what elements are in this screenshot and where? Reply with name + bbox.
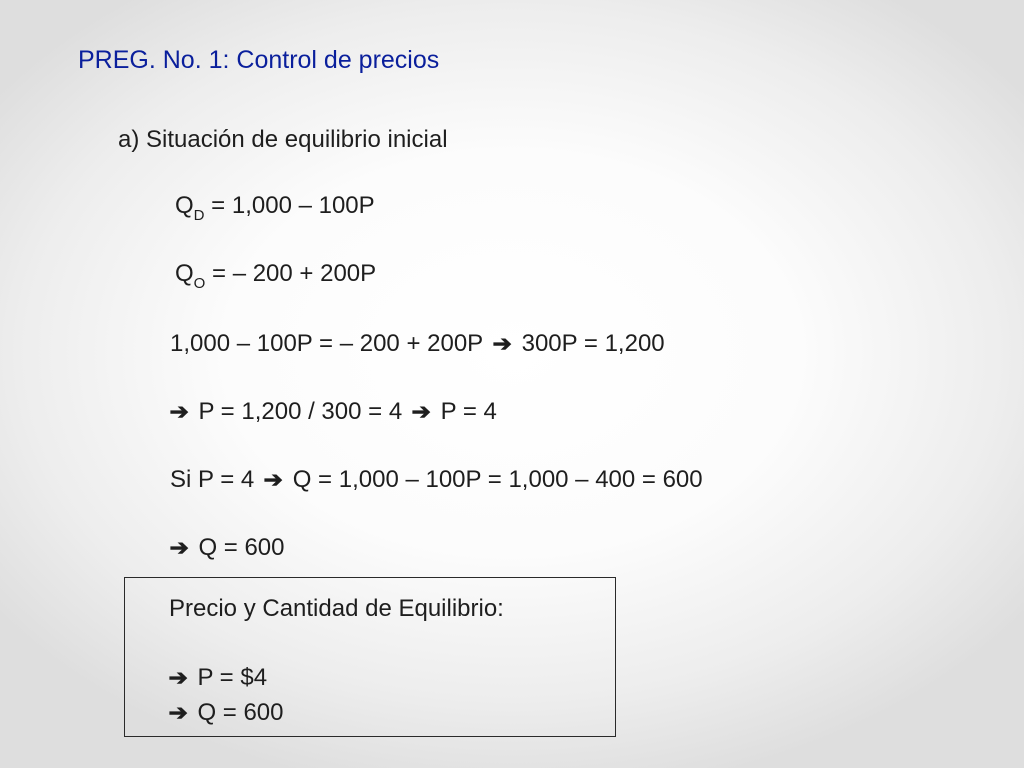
arrow-right-icon: ➔: [263, 467, 284, 492]
quantity-step: [170, 466, 703, 494]
demand-subscript: D: [193, 207, 205, 224]
slide-title: PREG. No. 1: Control de precios: [78, 46, 440, 74]
equate-expression: 1,000 – 100P = – 200 + 200P: [170, 330, 484, 357]
result-price-value: P = $4: [197, 664, 268, 691]
price-result: P = 4: [440, 398, 497, 425]
arrow-right-icon: ➔: [168, 665, 188, 690]
quantity-result: Q = 600: [198, 534, 285, 561]
supply-equation: [175, 260, 376, 291]
result-quantity: [169, 699, 284, 727]
section-subheading: a) Situación de equilibrio inicial: [118, 126, 448, 153]
arrow-right-icon: ➔: [168, 700, 188, 725]
equilibrium-result-box: [124, 577, 616, 737]
arrow-right-icon: ➔: [169, 535, 189, 560]
result-quantity-value: Q = 600: [197, 699, 284, 726]
supply-subscript: O: [193, 275, 206, 292]
equate-result: 300P = 1,200: [521, 330, 665, 357]
demand-expression: = 1,000 – 100P: [204, 192, 375, 219]
quantity-result-step: [170, 534, 285, 562]
price-step: [170, 398, 497, 426]
demand-equation: [175, 192, 375, 223]
arrow-right-icon: ➔: [492, 331, 513, 356]
equate-step: [170, 330, 665, 358]
quantity-condition: Si P = 4: [170, 466, 255, 493]
arrow-right-icon: ➔: [411, 399, 432, 424]
arrow-right-icon: ➔: [169, 399, 189, 424]
supply-variable: Q: [175, 260, 194, 287]
result-price: [169, 664, 267, 692]
demand-variable: Q: [175, 192, 194, 219]
result-box-heading: Precio y Cantidad de Equilibrio:: [169, 595, 504, 622]
supply-expression: = – 200 + 200P: [205, 260, 377, 287]
price-calculation: P = 1,200 / 300 = 4: [198, 398, 403, 425]
quantity-calculation: Q = 1,000 – 100P = 1,000 – 400 = 600: [292, 466, 703, 493]
